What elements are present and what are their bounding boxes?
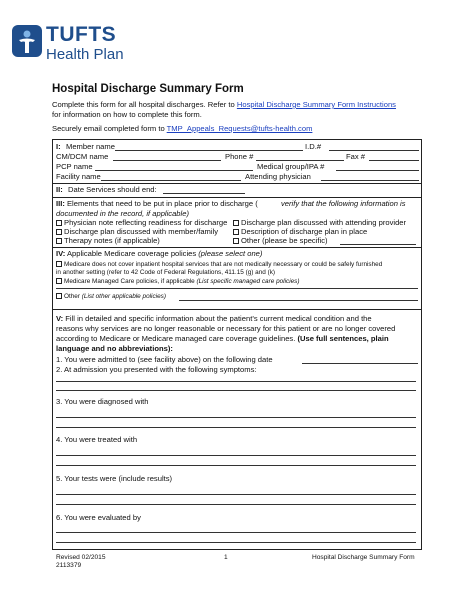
date-services-label: Date Services should end: xyxy=(68,185,157,194)
section-4-number: IV: xyxy=(56,249,66,258)
option-label: Physician note reflecting readiness for discharge xyxy=(64,218,228,227)
id-field[interactable] xyxy=(329,150,419,151)
other-specify-field[interactable] xyxy=(340,244,416,245)
section-medical-condition xyxy=(52,310,422,550)
checkbox[interactable] xyxy=(56,220,62,226)
facility-label: Facility name xyxy=(56,172,101,181)
facility-field[interactable] xyxy=(101,180,241,181)
question-diagnosed: 3. You were diagnosed with xyxy=(56,397,149,406)
footer-code: 2113379 xyxy=(56,562,82,569)
intro-text: Complete this form for all hospital discharges. Refer to xyxy=(52,100,237,109)
checkbox[interactable] xyxy=(56,293,62,299)
footer-revised: Revised 02/2015 xyxy=(56,554,106,561)
checkbox[interactable] xyxy=(233,220,239,226)
email-link[interactable]: TMP_Appeals_Requests@tufts-health.com xyxy=(166,124,313,133)
option-label: Other xyxy=(64,293,82,300)
section-medicare-policies xyxy=(52,248,422,310)
checkbox[interactable] xyxy=(56,229,62,235)
date-services-field[interactable] xyxy=(163,193,245,194)
option-hint: (List specific managed care policies) xyxy=(196,278,300,285)
option-label: Therapy notes (if applicable) xyxy=(64,236,160,245)
cm-dcm-field[interactable] xyxy=(113,160,221,161)
option-label: Other (please be specific) xyxy=(241,236,328,245)
question-symptoms: 2. At admission you presented with the following symptoms: xyxy=(56,365,257,374)
tufts-person-icon xyxy=(12,25,42,57)
section-5-line-3 xyxy=(56,334,389,344)
section-3-italic-note: verify that the following information is documented in the record, if applicable) xyxy=(56,199,406,218)
therapy-notes-option[interactable] xyxy=(56,236,160,246)
question-treated: 4. You were treated with xyxy=(56,435,138,444)
section-1-number: I: xyxy=(56,142,61,151)
page-title: Hospital Discharge Summary Form xyxy=(52,83,244,95)
other-option[interactable] xyxy=(233,236,328,246)
medical-group-label: Medical group/IPA # xyxy=(257,162,325,171)
option-label: Description of discharge plan in place xyxy=(241,227,368,236)
option-label: Discharge plan discussed with member/family xyxy=(64,227,219,236)
option-label: Medicare does not cover inpatient hospital services that are not medically necessary or could be safely furnished xyxy=(64,261,383,268)
managed-care-field[interactable] xyxy=(56,288,418,289)
cm-dcm-label: CM/DCM name xyxy=(56,152,109,161)
option-label: Medicare Managed Care policies, if applicable xyxy=(64,278,197,285)
footer-form-name: Hospital Discharge Summary Form xyxy=(312,554,415,561)
pcp-label: PCP name xyxy=(56,162,93,171)
section-5-number: V: xyxy=(56,314,64,323)
section-5-line-2: reasons why services are no longer reasonable or necessary for this patient or are no longer covered xyxy=(56,324,396,333)
section-5-line-1 xyxy=(56,314,372,324)
medicare-not-cover-cont: in another setting (refer to 42 Code of Federal Regulations, 411.15 (g) and (k) xyxy=(56,269,276,276)
section-5-text: according to Medicare or Medicare managed care coverage guidelines. xyxy=(56,334,298,343)
section-4-hint: (please select one) xyxy=(198,249,263,258)
other-policies-option[interactable] xyxy=(56,293,166,301)
pcp-field[interactable] xyxy=(95,170,253,171)
email-text: Securely email completed form to xyxy=(52,124,167,133)
logo-name: TUFTS xyxy=(46,23,117,46)
tests-field-1[interactable] xyxy=(56,494,416,495)
email-line xyxy=(52,124,312,134)
checkbox[interactable] xyxy=(233,238,239,244)
option-label: Discharge plan discussed with attending provider xyxy=(241,218,407,227)
id-label: I.D.# xyxy=(305,142,322,151)
checkbox[interactable] xyxy=(56,278,62,284)
section-3-number: III: xyxy=(56,199,65,208)
managed-care-option[interactable] xyxy=(56,278,300,286)
section-3-label: Elements that need to be put in place prior to discharge ( xyxy=(64,199,258,208)
tests-field-2[interactable] xyxy=(56,504,416,505)
attending-label: Attending physician xyxy=(245,172,311,181)
medical-group-field[interactable] xyxy=(336,170,419,171)
fax-field[interactable] xyxy=(369,160,419,161)
phone-label: Phone # xyxy=(225,152,254,161)
section-4-label: Applicable Medicare coverage policies xyxy=(65,249,199,258)
evaluated-field-2[interactable] xyxy=(56,542,416,543)
section-member-info xyxy=(52,139,422,184)
attending-field[interactable] xyxy=(321,180,419,181)
question-tests: 5. Your tests were (include results) xyxy=(56,474,173,483)
option-hint: (List other applicable policies) xyxy=(81,293,166,300)
diagnosed-field-2[interactable] xyxy=(56,427,416,428)
footer-page-number: 1 xyxy=(224,554,228,561)
admitted-date-field[interactable] xyxy=(302,363,418,364)
section-4-heading xyxy=(56,249,262,259)
section-5-text: Fill in detailed and specific information about the patient’s current medical condition and the xyxy=(63,314,372,323)
tufts-logo xyxy=(12,25,142,65)
phone-field[interactable] xyxy=(256,160,344,161)
other-policies-field[interactable] xyxy=(179,300,418,301)
medicare-not-cover-option[interactable] xyxy=(56,261,382,269)
evaluated-field-1[interactable] xyxy=(56,532,416,533)
checkbox[interactable] xyxy=(56,261,62,267)
treated-field-2[interactable] xyxy=(56,465,416,466)
intro-line-1 xyxy=(52,100,396,110)
section-discharge-elements xyxy=(52,198,422,248)
symptoms-field-2[interactable] xyxy=(56,390,416,391)
question-admitted: 1. You were admitted to (see facility above) on the following date xyxy=(56,355,273,364)
checkbox[interactable] xyxy=(233,229,239,235)
diagnosed-field-1[interactable] xyxy=(56,417,416,418)
logo-tagline: Health Plan xyxy=(46,46,124,63)
symptoms-field-1[interactable] xyxy=(56,381,416,382)
section-date-services xyxy=(52,184,422,198)
treated-field-1[interactable] xyxy=(56,455,416,456)
member-name-label: Member name xyxy=(66,142,115,151)
instructions-link[interactable]: Hospital Discharge Summary Form Instructions xyxy=(236,100,396,109)
member-name-field[interactable] xyxy=(115,150,303,151)
intro-line-2: for information on how to complete this form. xyxy=(52,110,202,119)
section-5-line-4: language and no abbreviations): xyxy=(56,344,173,353)
checkbox[interactable] xyxy=(56,238,62,244)
question-evaluated: 6. You were evaluated by xyxy=(56,513,141,522)
section-5-emphasis: (Use full sentences, plain xyxy=(297,334,389,343)
section-2-number: II: xyxy=(56,185,63,194)
fax-label: Fax # xyxy=(346,152,365,161)
